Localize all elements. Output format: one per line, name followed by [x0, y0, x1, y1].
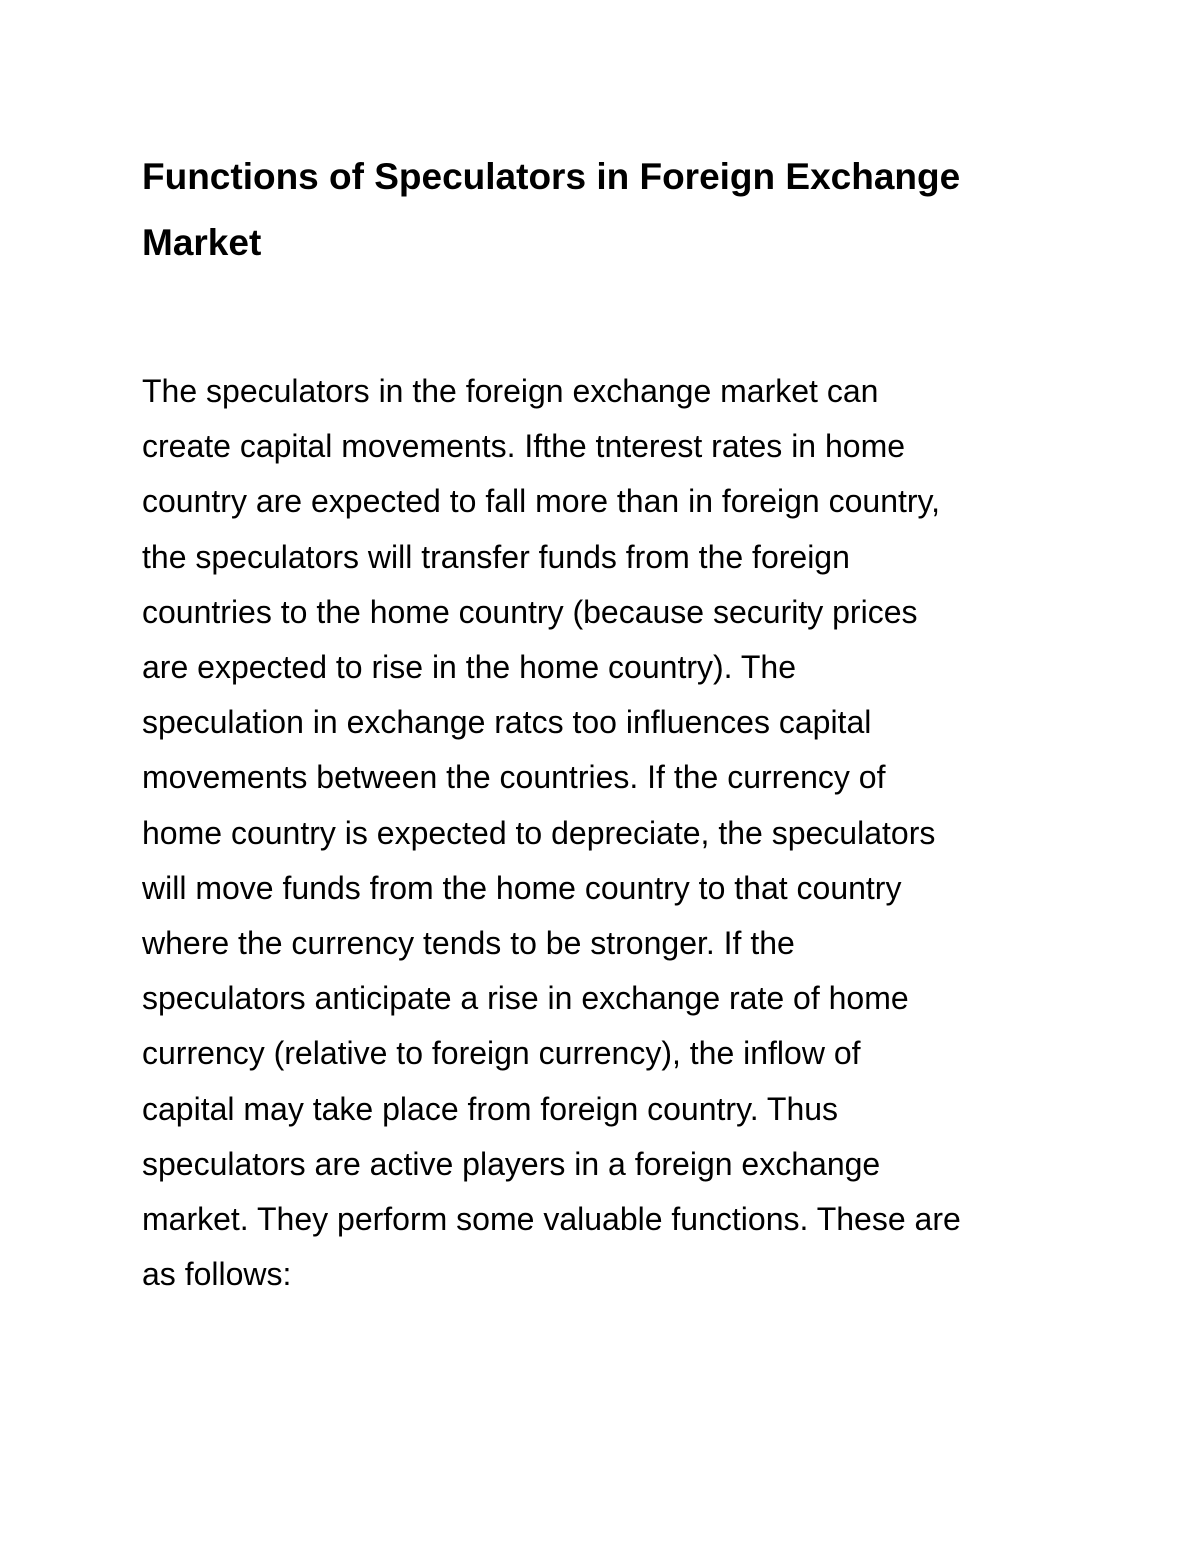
title-line: Market — [142, 222, 262, 263]
document-title — [142, 144, 1062, 276]
paragraph-line: currency (relative to foreign currency), the inflow of — [142, 1035, 861, 1072]
paragraph-line: speculators anticipate a rise in exchange rate of home — [142, 980, 909, 1017]
paragraph-line: movements between the countries. If the currency of — [142, 759, 886, 796]
paragraph-line: as follows: — [142, 1256, 292, 1293]
title-line: Functions of Speculators in Foreign Exchange — [142, 156, 961, 197]
paragraph-line: capital may take place from foreign country. Thus — [142, 1090, 839, 1127]
paragraph-line: countries to the home country (because security prices — [142, 593, 918, 630]
paragraph-line: the speculators will transfer funds from the foreign — [142, 538, 850, 575]
paragraph-line: where the currency tends to be stronger. If the — [142, 925, 795, 962]
paragraph-line: market. They perform some valuable functions. These are — [142, 1201, 961, 1238]
body-paragraph — [142, 364, 1072, 1302]
paragraph-line: speculators are active players in a foreign exchange — [142, 1145, 881, 1182]
paragraph-line: will move funds from the home country to that country — [142, 869, 902, 906]
paragraph-line: are expected to rise in the home country). The — [142, 649, 796, 686]
paragraph-line: home country is expected to depreciate, the speculators — [142, 814, 936, 851]
paragraph-line: speculation in exchange ratcs too influences capital — [142, 704, 872, 741]
paragraph-line: The speculators in the foreign exchange market can — [142, 373, 879, 409]
paragraph-line: create capital movements. Ifthe tnterest rates in home — [142, 428, 906, 465]
paragraph-line: country are expected to fall more than in foreign country, — [142, 483, 941, 520]
